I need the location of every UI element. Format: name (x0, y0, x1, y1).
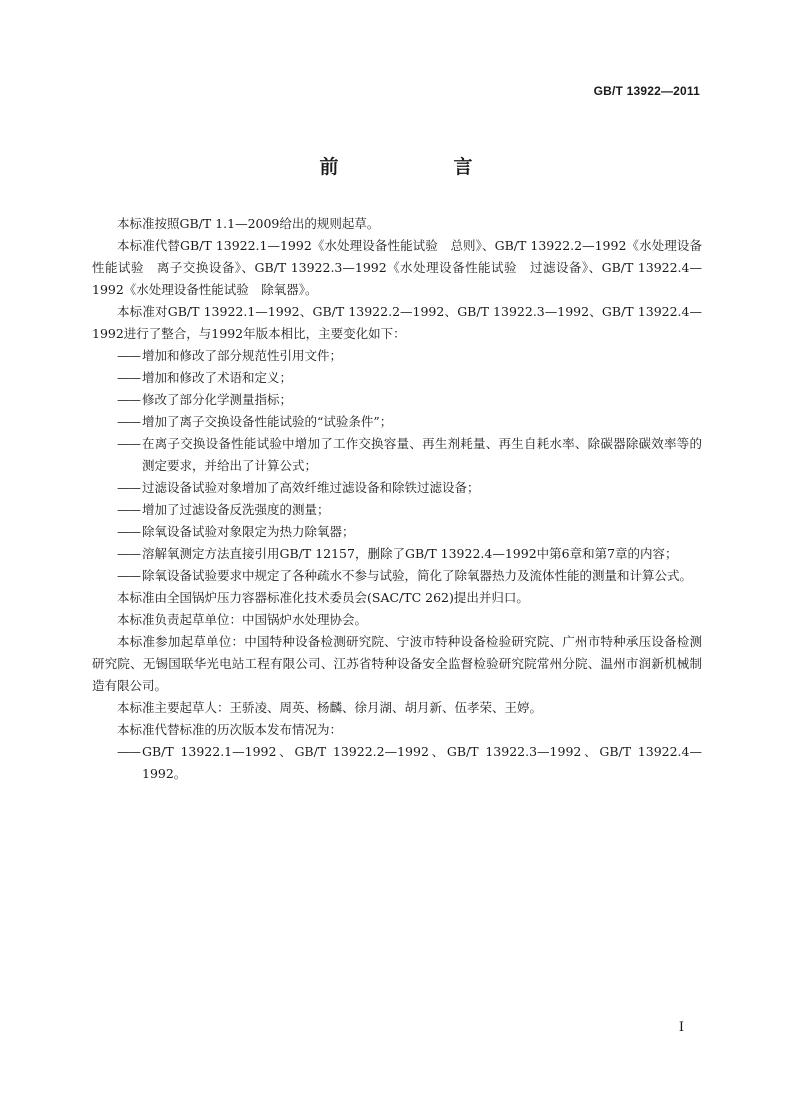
list-item-text: 除氧设备试验对象限定为热力除氧器； (142, 524, 355, 539)
dash-marker: —— (117, 414, 140, 429)
list-item (92, 477, 702, 499)
list-item (92, 521, 702, 543)
list-item (92, 411, 702, 433)
paragraph: 本标准代替GB/T 13922.1—1992《水处理设备性能试验 总则》、GB/T 13922.2—1992《水处理设备性能试验 离子交换设备》、GB/T 13922.3—1992《水处理设备性能试验 过滤设备》、GB/T 13922.4—1992《水处理设备性能试验 除氧器》。 (92, 238, 702, 297)
dash-marker: —— (117, 502, 140, 517)
list-item (92, 499, 702, 521)
dash-marker: —— (117, 370, 140, 385)
foreword-body (92, 213, 702, 785)
dash-marker: —— (117, 480, 140, 495)
list-item-text: GB/T 13922.1—1992、GB/T 13922.2—1992、GB/T 13922.3—1992、GB/T 13922.4—1992。 (142, 744, 702, 781)
document-code: GB/T 13922—2011 (593, 84, 700, 98)
list-item-text: 修改了部分化学测量指标； (142, 392, 293, 407)
list-item (92, 433, 702, 477)
paragraph: 本标准对GB/T 13922.1—1992、GB/T 13922.2—1992、GB/T 13922.3—1992、GB/T 13922.4—1992进行了整合，与1992年版本相比，主要变化如下： (92, 304, 702, 341)
dash-marker: —— (117, 524, 140, 539)
list-item-text: 除氧设备试验要求中规定了各种疏水不参与试验，简化了除氧器热力及流体性能的测量和计算公式。 (142, 568, 693, 583)
list-item (92, 741, 702, 785)
list-item-text: 增加了离子交换设备性能试验的“试验条件”； (142, 414, 393, 429)
paragraph: 本标准代替标准的历次版本发布情况为： (117, 722, 343, 737)
list-item (92, 345, 702, 367)
list-item-text: 增加了过滤设备反洗强度的测量； (142, 502, 330, 517)
dash-marker: —— (117, 436, 140, 451)
list-item (92, 367, 702, 389)
list-item (92, 543, 702, 565)
dash-marker: —— (117, 568, 140, 583)
list-item-text: 增加和修改了部分规范性引用文件； (142, 348, 343, 363)
list-item-text: 溶解氧测定方法直接引用GB/T 12157，删除了GB/T 13922.4—1992中第6章和第7章的内容； (142, 546, 678, 561)
list-item-text: 在离子交换设备性能试验中增加了工作交换容量、再生剂耗量、再生自耗水率、除碳器除碳效率等的测定要求，并给出了计算公式； (142, 436, 702, 473)
list-item-text: 增加和修改了术语和定义； (142, 370, 293, 385)
page-number: I (678, 1020, 684, 1035)
paragraph: 本标准主要起草人：王骄凌、周英、杨麟、徐月湖、胡月新、伍孝荣、王婷。 (117, 700, 543, 715)
paragraph: 本标准负责起草单位：中国锅炉水处理协会。 (117, 612, 368, 627)
list-item (92, 389, 702, 411)
paragraph: 本标准按照GB/T 1.1—2009给出的规则起草。 (117, 216, 380, 231)
page-title: 前 言 (319, 156, 521, 178)
dash-marker: —— (117, 348, 140, 363)
paragraph: 本标准参加起草单位：中国特种设备检测研究院、宁波市特种设备检验研究院、广州市特种承压设备检测研究院、无锡国联华光电站工程有限公司、江苏省特种设备安全监督检验研究院常州分院、温州市润新机械制造有限公司。 (92, 634, 702, 693)
dash-marker: —— (117, 392, 140, 407)
list-item-text: 过滤设备试验对象增加了高效纤维过滤设备和除铁过滤设备； (142, 480, 480, 495)
dash-marker: —— (117, 744, 140, 759)
list-item (92, 565, 702, 587)
dash-marker: —— (117, 546, 140, 561)
paragraph: 本标准由全国锅炉压力容器标准化技术委员会(SAC/TC 262)提出并归口。 (117, 590, 529, 605)
